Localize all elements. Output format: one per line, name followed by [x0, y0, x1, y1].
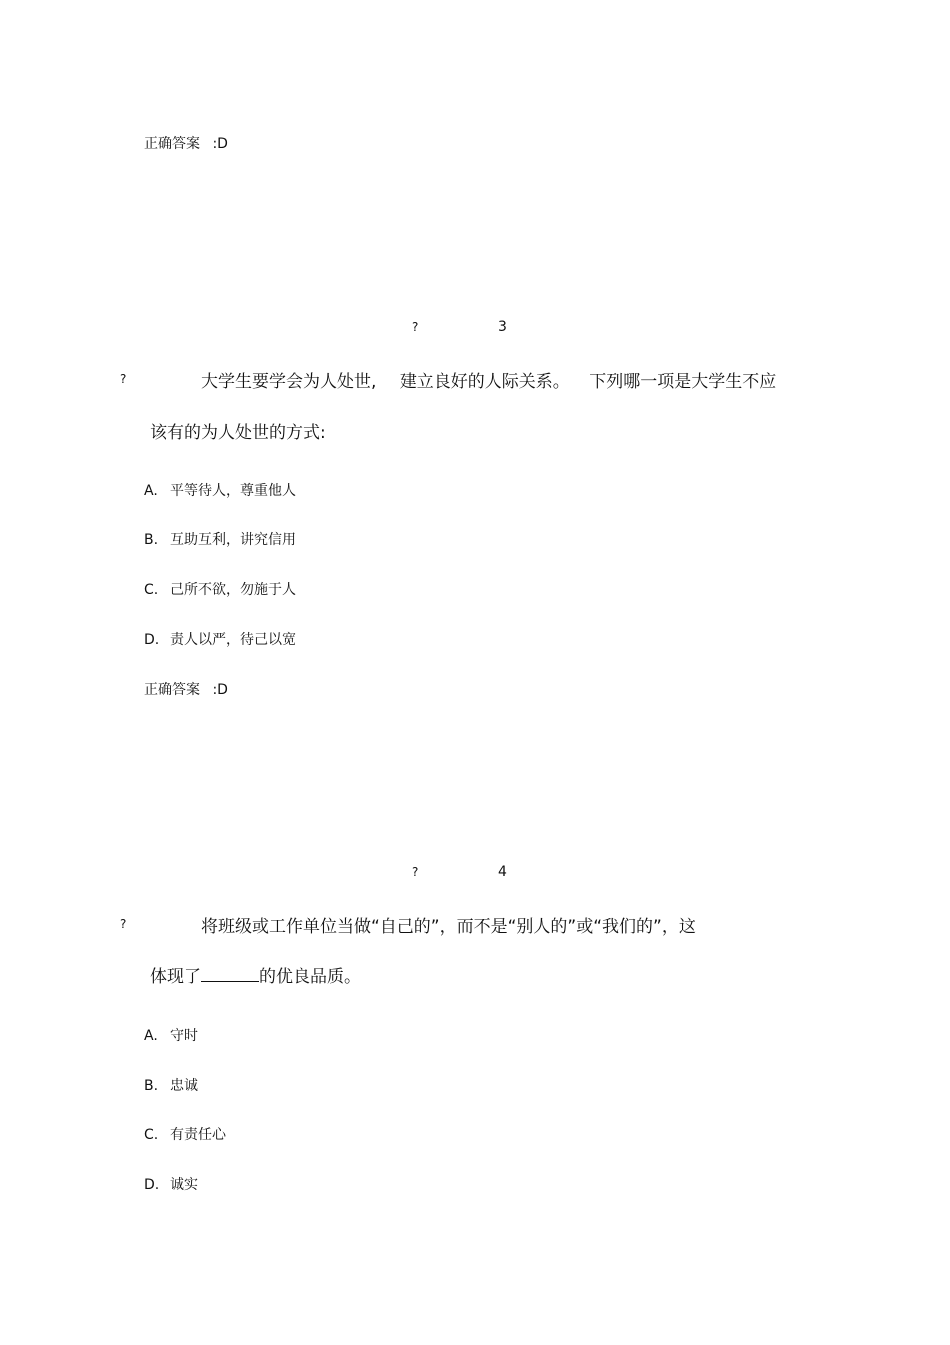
question-4-stem-line2 — [150, 962, 361, 987]
option-letter: C. — [144, 1127, 159, 1143]
option-text: 有责任心 — [170, 1127, 226, 1143]
option-text: 诚实 — [170, 1177, 198, 1193]
question-3-option-d — [144, 629, 296, 649]
stem-text-after-blank: 的优良品质。 — [259, 967, 361, 987]
answer-label: 正确答案 — [144, 136, 200, 152]
question-4-option-b — [144, 1075, 198, 1095]
answer-value: :D — [212, 136, 228, 152]
option-letter: D. — [144, 632, 160, 648]
question-4-stem-line1: 将班级或工作单位当做“自己的”，而不是“别人的”或“我们的”，这 — [201, 917, 696, 937]
answer-label: 正确答案 — [144, 682, 200, 698]
question-4-option-d — [144, 1174, 198, 1194]
question-4-option-a — [144, 1025, 198, 1045]
question-3-option-c — [144, 579, 296, 599]
previous-answer-line — [144, 133, 228, 153]
question-3-stem-line2: 该有的为人处世的方式: — [150, 423, 326, 443]
question-3-option-a — [144, 480, 296, 500]
answer-value: :D — [212, 682, 228, 698]
question-3-stem-line1 — [201, 367, 776, 392]
fill-in-blank — [201, 967, 259, 982]
option-letter: B. — [144, 532, 159, 548]
option-letter: B. — [144, 1078, 159, 1094]
question-4-bullet: ? — [120, 917, 127, 931]
option-letter: D. — [144, 1177, 160, 1193]
option-letter: A. — [144, 1028, 158, 1044]
question-3-bullet: ? — [120, 372, 127, 386]
question-4-number: 4 — [498, 864, 507, 880]
question-3-stem-part1: 大学生要学会为人处世, — [201, 372, 377, 392]
option-letter: C. — [144, 582, 159, 598]
question-3-option-b — [144, 529, 296, 549]
option-text: 平等待人，尊重他人 — [170, 483, 296, 499]
option-text: 互助互利，讲究信用 — [170, 532, 296, 548]
option-letter: A. — [144, 483, 158, 499]
question-4-option-c — [144, 1124, 226, 1144]
option-text: 忠诚 — [170, 1078, 198, 1094]
question-3-answer-line — [144, 679, 228, 699]
option-text: 己所不欲，勿施于人 — [170, 582, 296, 598]
question-4-marker: ? — [412, 865, 419, 879]
question-3-stem-part3: 下列哪一项是大学生不应 — [589, 372, 777, 392]
question-3-number: 3 — [498, 319, 507, 335]
stem-text-before-blank: 体现了 — [150, 967, 201, 987]
question-3-stem-part2: 建立良好的人际关系。 — [399, 372, 570, 392]
option-text: 责人以严，待己以宽 — [170, 632, 296, 648]
option-text: 守时 — [170, 1028, 198, 1044]
question-3-marker: ? — [412, 320, 419, 334]
